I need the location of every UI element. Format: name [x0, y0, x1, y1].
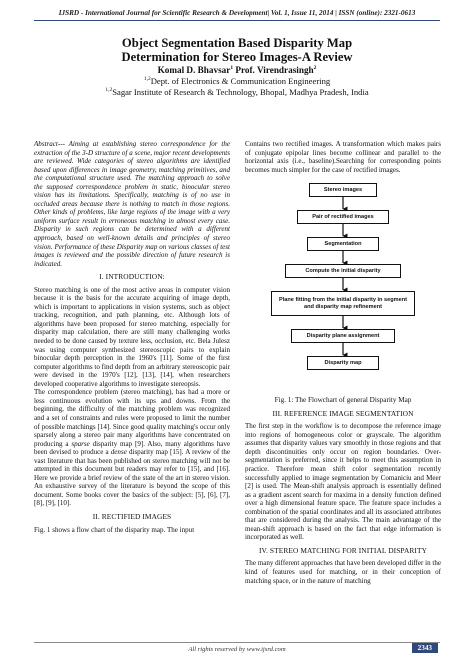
author-2: Prof. Virendrasingh — [235, 65, 314, 75]
author-1-sup: 1 — [230, 64, 234, 71]
section-heading-introduction: I. INTRODUCTION: — [99, 272, 165, 282]
flow-box-plane-assignment: Disparity plane assignment — [291, 329, 395, 343]
segmentation-paragraph: The first step in the workflow is to decompose the reference image into regions of homogeneous color or grayscale. The algorithm assumes that disparity values vary smoothly in those regions and that depth discontinuities only occur on region boundaries. Over-segmentation is preferred, since it helps to meet this assumption in practice. Therefore mean shift color segmentation recently successfully applied to image segmentation by Comaniciu and Meer [2] is used. The Mean-shift analysis approach is essentially defined as a gradient ascent search for maxima in a density function defined over a high dimensional feature space. The feature space includes a combination of the spatial coordinates and all its associated attributes that are considered during the analysis. The main advantage of the mean-shift approach is based on the fact that edge information is incorporated as well. — [245, 422, 441, 542]
flow-box-segmentation: Segmentation — [307, 237, 379, 251]
title-line-1: Object Segmentation Based Disparity Map — [121, 36, 353, 50]
flow-box-disparity-map: Disparity map — [307, 356, 379, 370]
intro-p2-part-e: disparity map [15]. A review of the vast literature that has been published on stereo matching will not be attempted in this document but readers may refer to [15], and [16]. Here we provide a brief review of the state of the art in stereo vision. An exhaustive survey of the literature is beyond the scope of this document. Some books cover the basics of the subject: [5], [6], [7], [8], [9], [10]. — [34, 448, 230, 508]
rectified-paragraph: Fig. 1 shows a flow chart of the disparity map. The input — [34, 525, 195, 534]
paper-title — [40, 36, 434, 64]
matching-paragraph: The many different approaches that have been developed differ in the kind of features used for matching, or in their conception of matching space, or in the nature of matching — [245, 559, 441, 585]
affiliation-1-text: Dept. of Electronics & Communication Engineering — [150, 76, 331, 86]
section-heading-matching: IV. STEREO MATCHING FOR INITIAL DISPARITY — [258, 545, 428, 555]
right-column — [245, 140, 441, 585]
flow-box-initial-disparity: Compute the initial disparity — [285, 264, 401, 278]
figure-caption: Fig. 1: The Flowchart of general Disparity Map — [274, 396, 412, 405]
intro-p2-dense: dense — [110, 448, 127, 457]
abstract — [34, 140, 230, 268]
affiliation-1-sup: 1,2 — [143, 76, 151, 83]
header-rule — [34, 20, 440, 21]
author-1: Komal D. Bhavsar — [157, 65, 231, 75]
intro-p2-part-a: The correspondence problem (stereo matching), has had a more or less continuous evolution with its ups and downs. From the beginning, the difficulty of the matching problem was recognized and a set of constraints and rules were proposed to limit the number of possible matchings [14]. Since good quality matching's occur only sparsely along a stereo pair many algorithms have concentrated on producing a — [34, 388, 230, 448]
rectified-continued: Contains two rectified images. A transformation which makes pairs of conjugate epipolar lines become collinear and parallel to the horizontal axis (i.e., baseline).Searching for corresponding points becomes much simpler for the case of rectified images. — [245, 140, 441, 174]
left-column — [34, 140, 230, 534]
abstract-text: Aiming at establishing stereo correspondence for the extraction of the 3-D structure of a scene, major recent developments are reviewed. Wide categories of stereo algorithms are identified based upon differences in image geometry, matching primitives, and the computational structure used. The matching approach to solve the supposed correspondence problem in static, binocular stereo vision has its limitations. Specifically, matching is of no use in occluded areas because there is nothing to match in those regions. Other kinds of problems, like large regions of the image with a very uniform surface result in erroneous matching in almost every case. Disparity in such regions can be determined with a different approach, based on well-known details and principles of stereo vision. Performance of these Disparity map on various classes of test images is reviewed and the possible direction of future research is indicated. — [34, 140, 230, 268]
author-2-sup: 2 — [313, 64, 317, 71]
page-number: 2343 — [412, 643, 438, 653]
flow-box-plane-fitting: Plane fitting from the initial disparity in segment and disparity map refinement — [271, 291, 415, 316]
affiliation-2 — [40, 87, 434, 98]
flow-box-stereo-images: Stereo images — [309, 183, 377, 197]
intro-paragraph-1: Stereo matching is one of the most active areas in computer vision because it is the basis for the accurate acquiring of image depth, which is important to applications in vision systems, such as object tracking, recognition, and path planning, etc. Although lots of algorithms have been proposed for stereo matching, especially for disparity map calculation, there are still many challenging works needed to be done caused by texture less, occlusion, etc. Bela Julesz was using computer synthesized stereoscopic pairs to explain binocular depth perception in the 1960's [11]. Some of the first computer algorithms to find depth from an arbitrary stereoscopic pair were devised in the 1970's [12], [13], [14], when researchers developed cooperative algorithms to investigate stereopsis. — [34, 285, 230, 388]
flow-box-rectified-images: Pair of rectified images — [297, 210, 389, 224]
intro-p2-sparse: sparse — [71, 439, 90, 448]
rights-notice: All rights reserved by www.ijsrd.com — [188, 646, 286, 653]
intro-paragraph-2 — [34, 388, 230, 508]
title-block — [40, 36, 434, 98]
intro-p2-part-c: disparity map [9]. Also, many algorithms have been devised to produce a — [34, 439, 231, 457]
title-line-2: Determination for Stereo Images-A Review — [121, 50, 353, 64]
affiliation-2-text: Sagar Institute of Research & Technology, Bhopal, Madhya Pradesh, India — [112, 87, 369, 97]
section-heading-rectified: II. RECTIFIED IMAGES — [92, 511, 172, 521]
affiliation-2-sup: 1,2 — [105, 87, 113, 94]
abstract-lead: Abstract--- — [34, 140, 65, 148]
section-heading-segmentation: III. REFERENCE IMAGE SEGMENTATION — [272, 408, 414, 418]
affiliation-1 — [40, 76, 434, 87]
footer-rule — [34, 642, 440, 643]
author-line — [40, 65, 434, 76]
flowchart — [245, 180, 441, 392]
journal-header: IJSRD - International Journal for Scientific Research & Development| Vol. 1, Issue 11, 2014 | ISSN (online): 2321-0613 — [58, 9, 416, 17]
